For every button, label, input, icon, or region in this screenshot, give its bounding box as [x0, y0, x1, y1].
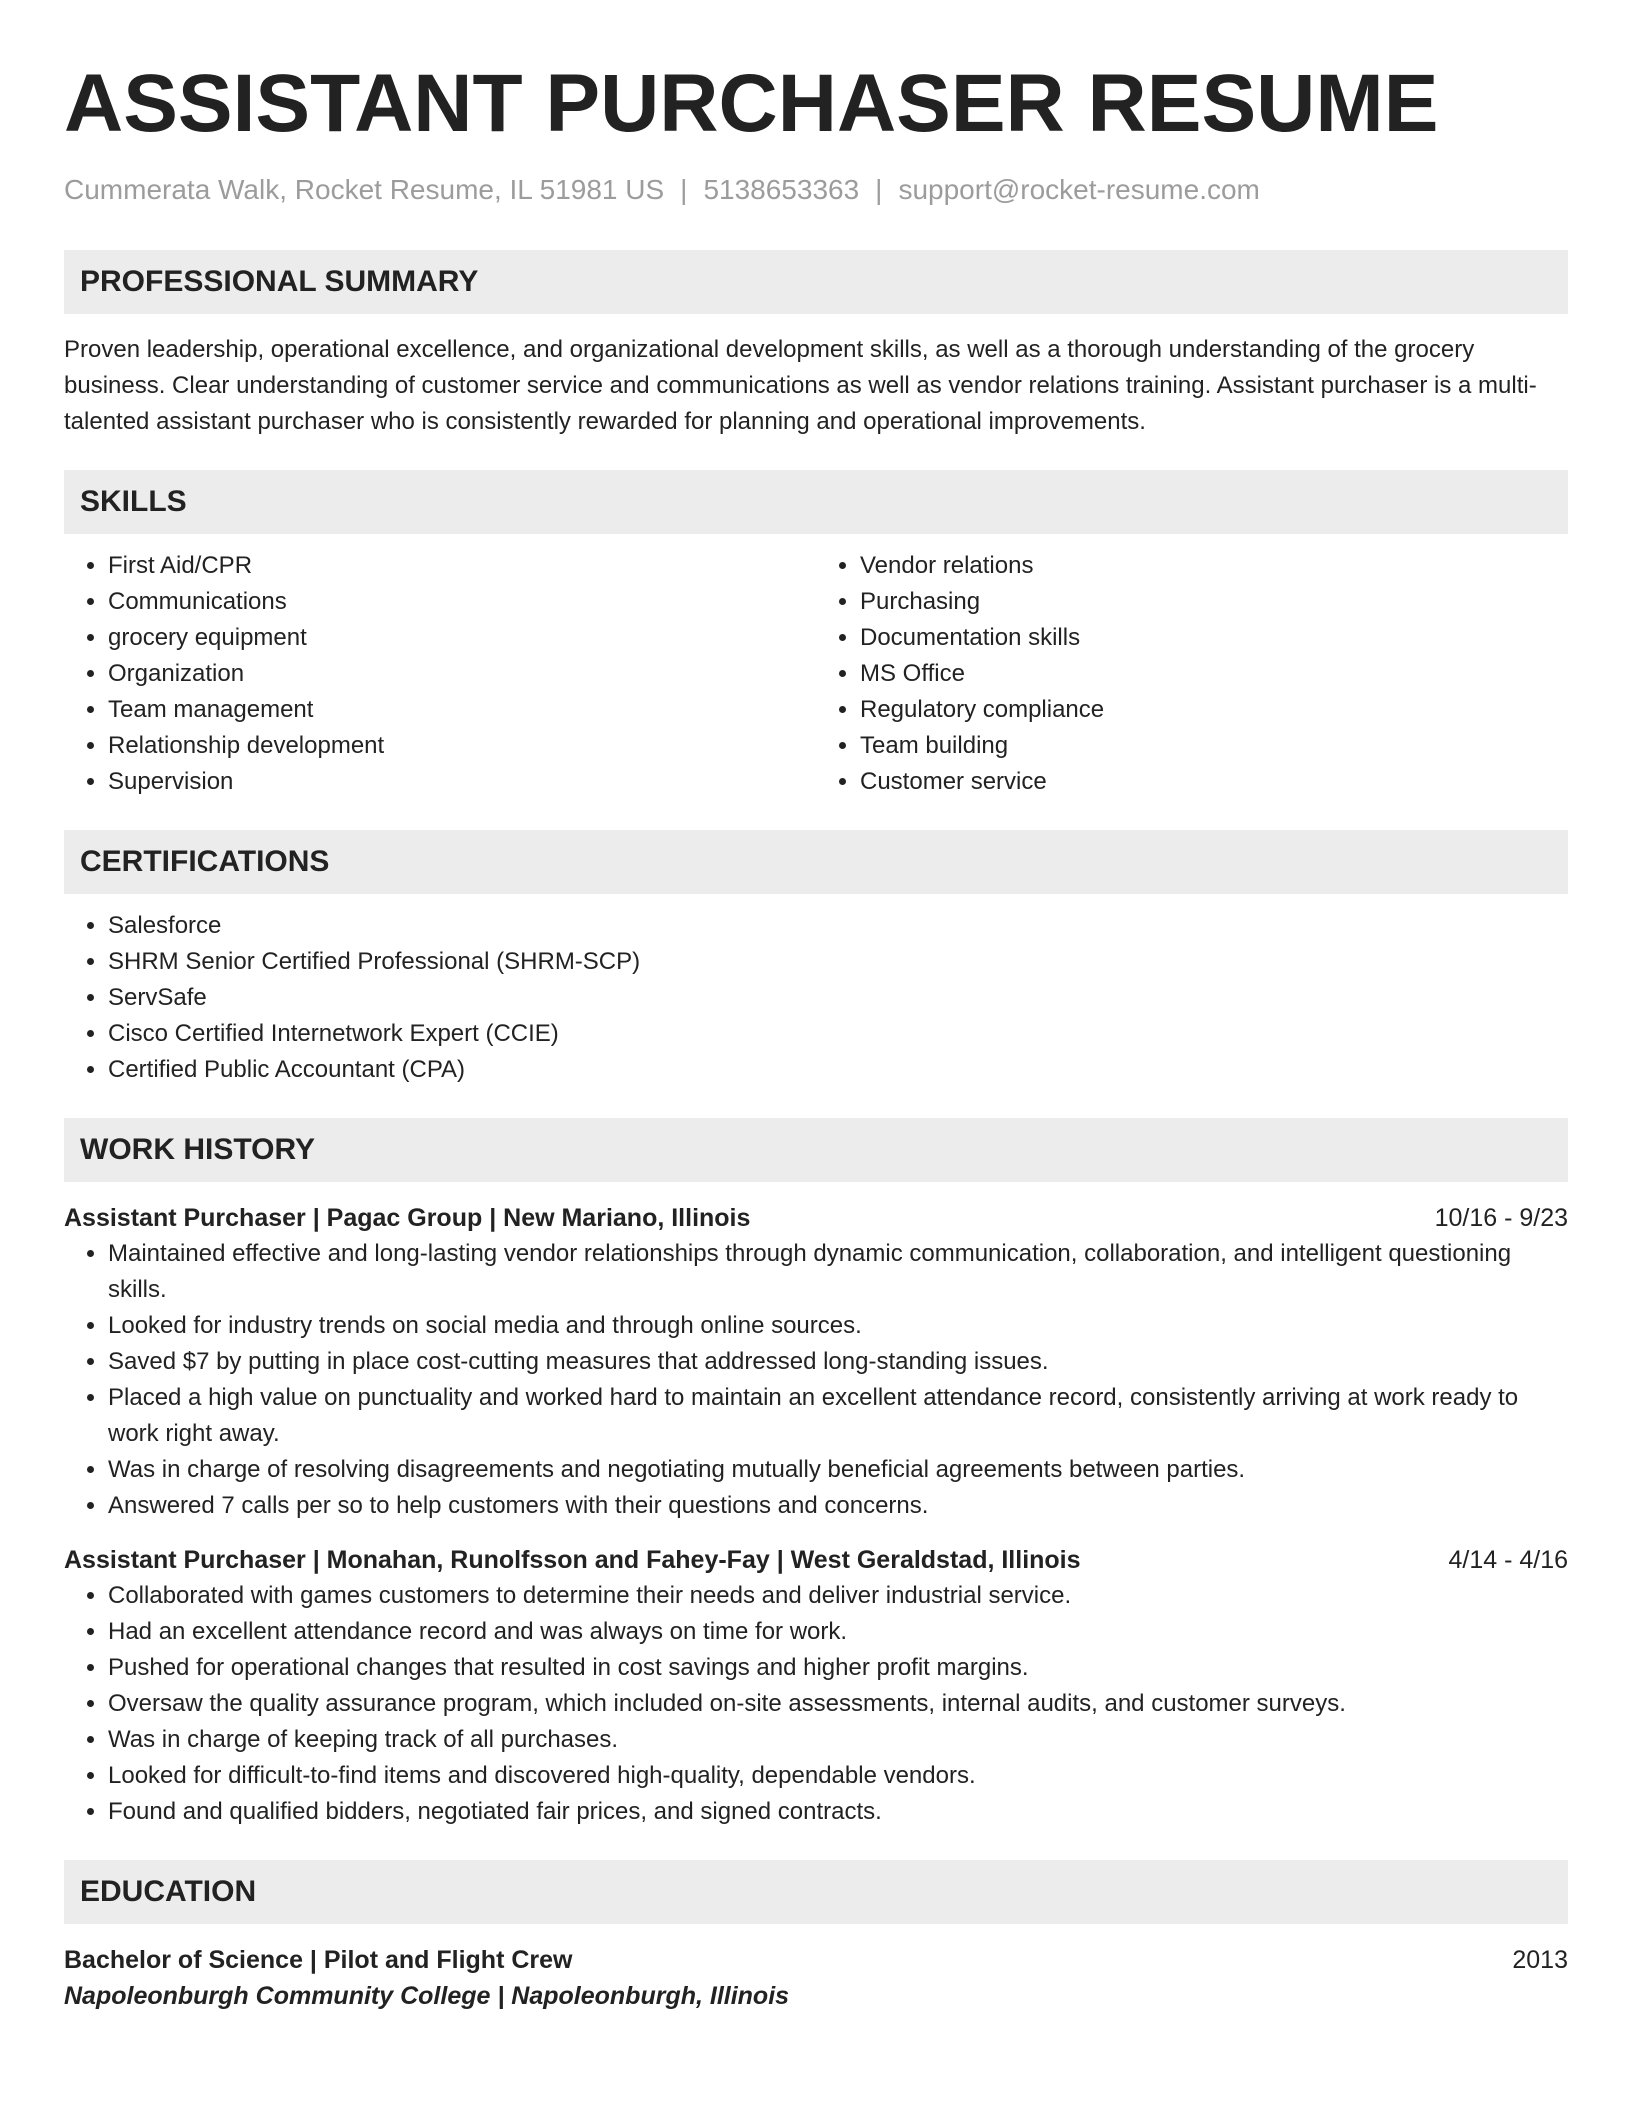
- skill-item: • Communications: [108, 584, 816, 620]
- certification-item: • Certified Public Accountant (CPA): [108, 1052, 1568, 1088]
- resume-title: ASSISTANT PURCHASER RESUME: [64, 58, 1439, 149]
- address: Cummerata Walk, Rocket Resume, IL 51981 US: [64, 174, 665, 205]
- skill-item: • Customer service: [860, 764, 1568, 800]
- school: Napoleonburgh Community College | Napoleonburgh, Illinois: [64, 1982, 790, 2010]
- email: support@rocket-resume.com: [898, 174, 1260, 205]
- education-header: [64, 1942, 1568, 1978]
- skill-item: • Documentation skills: [860, 620, 1568, 656]
- job-title: Assistant Purchaser | Monahan, Runolfsson and Fahey-Fay | West Geraldstad, Illinois: [64, 1546, 1081, 1574]
- skill-item: • Vendor relations: [860, 548, 1568, 584]
- skill-item: • Purchasing: [860, 584, 1568, 620]
- graduation-year: 2013: [1512, 1946, 1568, 1974]
- skill-item: • grocery equipment: [108, 620, 816, 656]
- job-dates: 4/14 - 4/16: [1448, 1546, 1568, 1574]
- certification-item: • Cisco Certified Internetwork Expert (CCIE): [108, 1016, 1568, 1052]
- job-bullet: • Collaborated with games customers to determine their needs and deliver industrial service.: [108, 1578, 1568, 1614]
- job-bullet: • Was in charge of keeping track of all purchases.: [108, 1722, 1568, 1758]
- skills-list: [64, 548, 1568, 800]
- job-bullet: • Looked for industry trends on social media and through online sources.: [108, 1308, 1568, 1344]
- contact-line: [64, 170, 1568, 210]
- job-entry: [64, 1542, 1568, 1830]
- job-bullet: • Maintained effective and long-lasting vendor relationships through dynamic communication, collaboration, and intelligent questioning skills.: [108, 1236, 1568, 1308]
- job-bullet: • Answered 7 calls per so to help customers with their questions and concerns.: [108, 1488, 1568, 1524]
- section-heading-education: EDUCATION: [64, 1860, 1568, 1924]
- job-title: Assistant Purchaser | Pagac Group | New Mariano, Illinois: [64, 1204, 751, 1232]
- skills-column-left: [64, 548, 816, 800]
- contact-separator: |: [680, 174, 688, 205]
- section-heading-work-history: WORK HISTORY: [64, 1118, 1568, 1182]
- skill-item: • Organization: [108, 656, 816, 692]
- skill-item: • MS Office: [860, 656, 1568, 692]
- certification-item: • ServSafe: [108, 980, 1568, 1016]
- summary-text: Proven leadership, operational excellence, and organizational development skills, as well as a thorough understanding of the grocery business. Clear understanding of customer service and communications as well as vendor relations training. Assistant purchaser is a multi-talented assistant purchaser who is consistently rewarded for planning and operational improvements.: [64, 336, 1537, 435]
- job-bullets: [64, 1236, 1568, 1524]
- skill-item: • Team building: [860, 728, 1568, 764]
- certification-item: • SHRM Senior Certified Professional (SHRM-SCP): [108, 944, 1568, 980]
- certification-item: • Salesforce: [108, 908, 1568, 944]
- job-bullet: • Saved $7 by putting in place cost-cutting measures that addressed long-standing issues.: [108, 1344, 1568, 1380]
- job-header: [64, 1542, 1568, 1578]
- job-bullet: • Placed a high value on punctuality and worked hard to maintain an excellent attendance record, consistently arriving at work ready to work right away.: [108, 1380, 1568, 1452]
- section-heading-skills: SKILLS: [64, 470, 1568, 534]
- degree: Bachelor of Science | Pilot and Flight Crew: [64, 1946, 573, 1974]
- job-bullet: • Looked for difficult-to-find items and discovered high-quality, dependable vendors.: [108, 1758, 1568, 1794]
- job-header: [64, 1200, 1568, 1236]
- job-bullets: [64, 1578, 1568, 1830]
- certifications-list: [64, 908, 1568, 1088]
- job-bullet: • Had an excellent attendance record and was always on time for work.: [108, 1614, 1568, 1650]
- education-entry: [64, 1942, 1568, 2014]
- job-entry: [64, 1200, 1568, 1524]
- skill-item: • Team management: [108, 692, 816, 728]
- job-bullet: • Oversaw the quality assurance program, which included on-site assessments, internal audits, and customer surveys.: [108, 1686, 1568, 1722]
- contact-separator: |: [875, 174, 883, 205]
- job-bullet: • Found and qualified bidders, negotiated fair prices, and signed contracts.: [108, 1794, 1568, 1830]
- phone: 5138653363: [703, 174, 860, 205]
- job-dates: 10/16 - 9/23: [1434, 1204, 1568, 1232]
- skills-column-right: [816, 548, 1568, 800]
- section-heading-certifications: CERTIFICATIONS: [64, 830, 1568, 894]
- skill-item: • Supervision: [108, 764, 816, 800]
- skill-item: • Relationship development: [108, 728, 816, 764]
- skill-item: • Regulatory compliance: [860, 692, 1568, 728]
- skill-item: • First Aid/CPR: [108, 548, 816, 584]
- job-bullet: • Was in charge of resolving disagreements and negotiating mutually beneficial agreements between parties.: [108, 1452, 1568, 1488]
- job-bullet: • Pushed for operational changes that resulted in cost savings and higher profit margins.: [108, 1650, 1568, 1686]
- section-heading-summary: PROFESSIONAL SUMMARY: [64, 250, 1568, 314]
